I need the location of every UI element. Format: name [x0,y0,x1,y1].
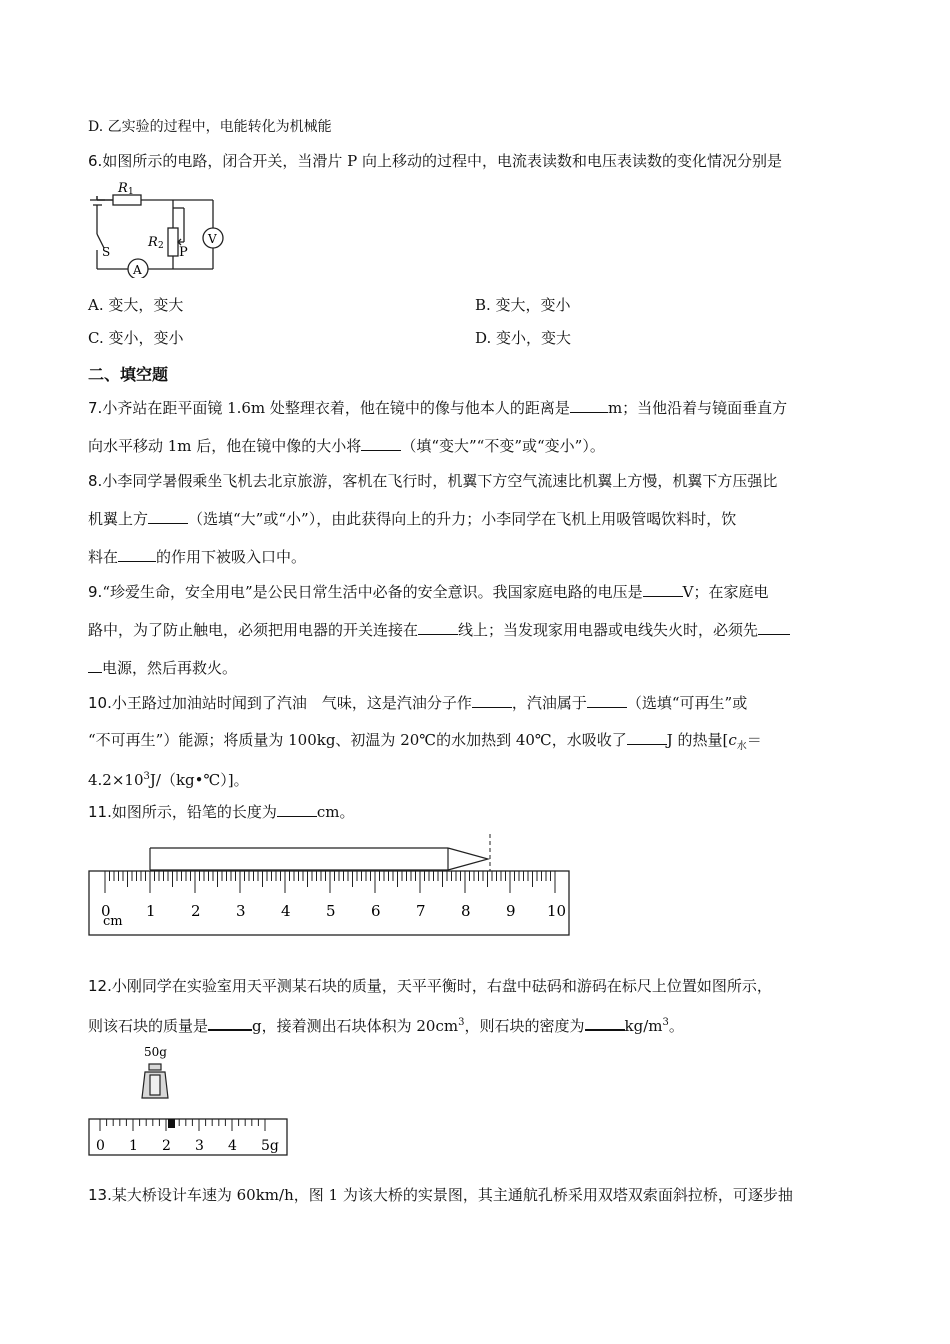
r1-subscript: 1 [128,187,134,197]
q11-text: 11.如图所示，铅笔的长度为 cm。 [88,803,355,821]
ruler-label: 3 [236,902,246,920]
q7-line1: 7.小齐站在距平面镜 1.6m 处整理衣着，他在镜中的像与他本人的距离是 m；当他沿着与镜面垂直方 [88,399,788,417]
q7-line2: 向水平移动 1m 后，他在镜中像的大小将 （填“变大”“不变”或“变小”）。 [88,437,605,455]
q10-line3: $4.2\times 10^3J/(kg•℃)$]。 [88,771,249,789]
ammeter-label: A [133,263,142,277]
q8-line3: 料在 的作用下被吸入口中。 [88,548,307,566]
slider-p-label: P [179,245,188,260]
q9-line3: 电源，然后再救火。 [88,657,237,679]
ruler-label: 9 [506,902,516,920]
ruler-label: 10 [547,902,567,920]
q6-option-b: B. 变大，变小 [475,296,571,314]
switch-s-label: S [102,245,111,259]
weight-label: 50g [144,1045,167,1059]
ruler-label: 6 [371,902,381,920]
q8-line1: 8.小李同学暑假乘坐飞机去北京旅游，客机在飞行时，机翼下方空气流速比机翼上方慢，机翼下方压强比 [88,472,778,490]
ruler-unit: cm [103,914,123,929]
q13-text: 13.某大桥设计车速为 60km/h，图 1 为该大桥的实景图，其主通航孔桥采用双塔双索面斜拉桥，可逐步抽 [88,1186,793,1204]
q8-line2: 机翼上方 （选填“大”或“小”），由此获得向上的升力；小李同学在飞机上用吸管喝饮料时，饮 [88,510,737,528]
q6-text: 6.如图所示的电路，闭合开关，当滑片 P 向上移动的过程中，电流表读数和电压表读数的变化情况分别是 [88,152,782,170]
scale-label: 4 [228,1138,237,1154]
q9-line2: 路中，为了防止触电，必须把用电器的开关连接在 线上；当发现家用电器或电线失火时，必须先 [88,619,790,641]
ruler-label: 2 [191,902,201,920]
weight-50g-icon [130,1042,180,1102]
scale-label: 0 [96,1138,105,1154]
scale-label: 1 [129,1138,138,1154]
q11-ruler-figure [88,832,574,942]
ruler-label: 4 [281,902,291,920]
ruler-label: 5 [326,902,336,920]
q9-line1: 9.“珍爱生命，安全用电”是公民日常生活中必备的安全意识。我国家庭电路的电压是 V；在家庭电 [88,583,769,601]
scale-label: 3 [195,1138,204,1154]
q12-line1: 12.小刚同学在实验室用天平测某石块的质量，天平平衡时，右盘中砝码和游码在标尺上位置如图所示， [88,977,772,995]
q6-circuit-diagram [80,178,240,278]
section-title: 二、填空题 [88,365,169,384]
q10-line2: “不可再生”）能源；将质量为 100kg、初温为 20℃的水加热到 40℃，水吸收了 J 的热量[$c_水=$ [88,731,762,752]
voltmeter-label: V [208,232,217,246]
scale-label: 2 [162,1138,171,1154]
ruler-label: 8 [461,902,471,920]
q6-option-c: C. 变小，变小 [88,329,184,347]
q6-option-a: A. 变大，变大 [88,296,184,314]
q10-line1: 10.小王路过加油站时闻到了汽油 气味，这是汽油分子作 ，汽油属于 （选填“可再生”或 [88,694,748,712]
q12-scale-figure [88,1112,290,1158]
ruler-label: 1 [146,902,156,920]
scale-label: 5g [261,1138,279,1154]
r1-label: R [118,181,128,196]
r2-subscript: 2 [158,241,164,251]
q5-option-d: D. 乙实验的过程中，电能转化为机械能 [88,119,332,135]
rider-marker [168,1119,175,1128]
ruler-label: 0 [101,902,111,920]
r2-label: R [148,235,158,250]
ruler-label: 7 [416,902,426,920]
q12-line2: 则该石块的质量是 g，接着测出石块体积为 $20cm^3$，则石块的密度为 $kg/m^3$。 [88,1017,684,1035]
q6-option-d: D. 变小，变大 [475,329,572,347]
